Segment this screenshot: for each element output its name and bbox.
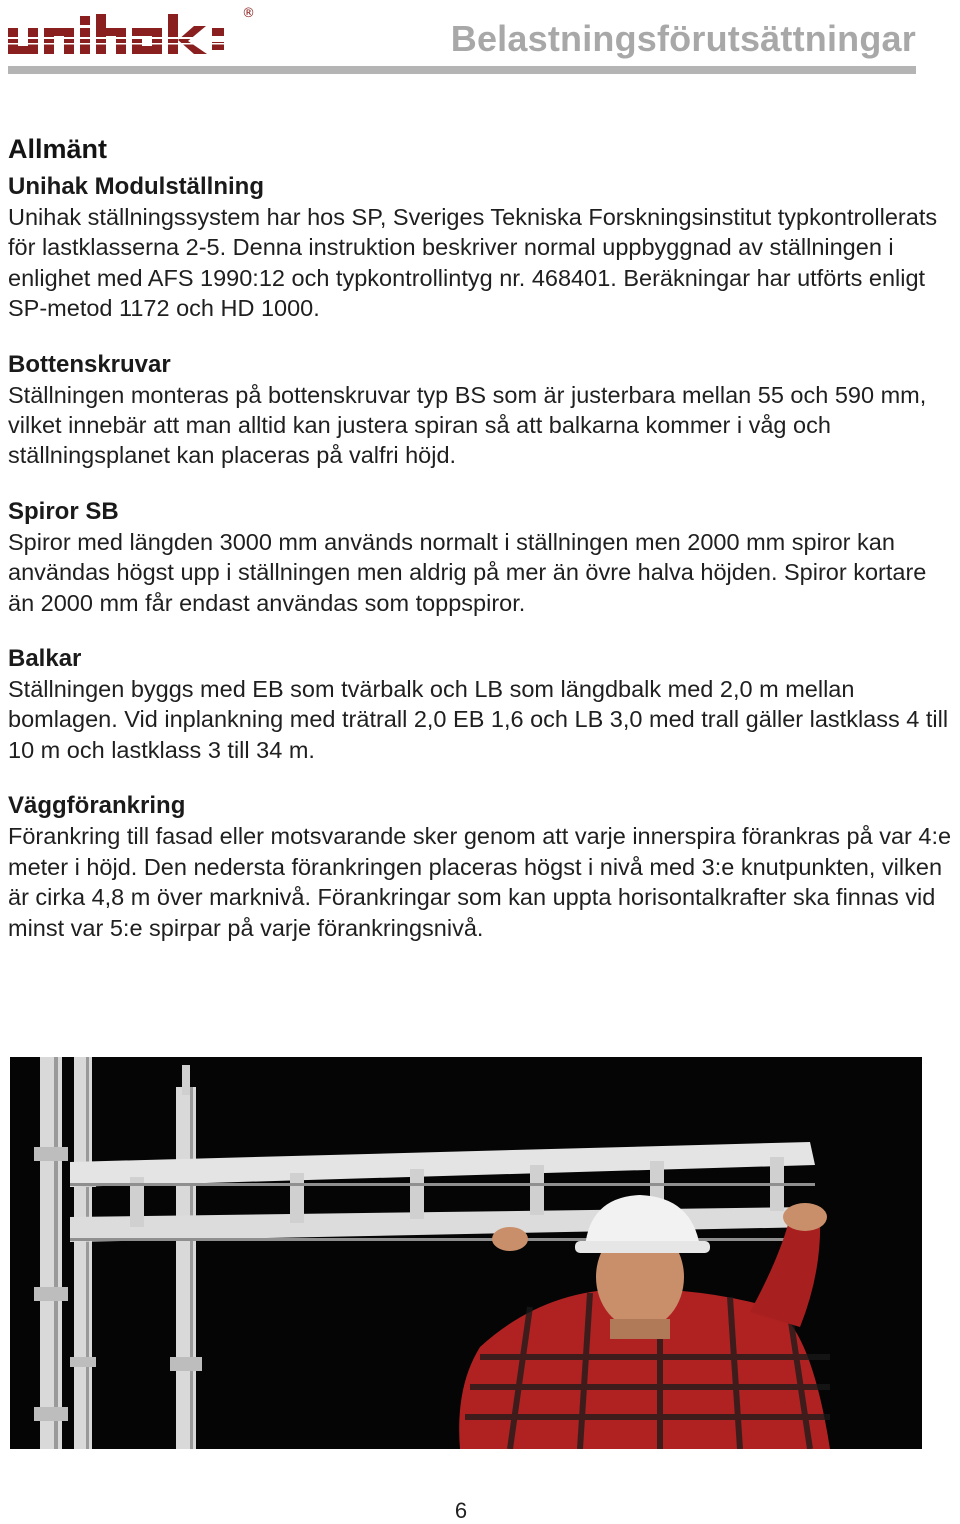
page-title: Belastningsförutsättningar bbox=[450, 18, 916, 59]
block-text: Ställningen byggs med EB som tvärbalk och LB som längdbalk med 2,0 m mellan bomlagen. Vid inplankning med trätrall 2,0 EB 1,6 och LB 3,0 med trall gäller lastklass 4 till 10 m och lastklass 3 till 34 m. bbox=[8, 676, 949, 763]
block-heading: Unihak Modulställning bbox=[8, 173, 264, 200]
photo-illustration bbox=[10, 1057, 922, 1449]
block-heading: Balkar bbox=[8, 645, 82, 673]
block-bottenskruvar bbox=[8, 350, 958, 471]
block-text: Spiror med längden 3000 mm används normalt i ställningen men 2000 mm spiror kan användas högst upp i ställningen men aldrig på mer än övre halva höjden. Spiror kortare än 2000 mm får endast användas som toppspiror. bbox=[8, 528, 927, 616]
block-modulstallning bbox=[8, 172, 958, 324]
block-heading: Väggförankring bbox=[8, 792, 186, 820]
block-balkar bbox=[8, 644, 958, 765]
block-heading: Bottenskruvar bbox=[8, 350, 171, 378]
unihak-logo bbox=[8, 10, 270, 60]
registered-mark: ® bbox=[242, 6, 255, 21]
page-header bbox=[0, 0, 960, 80]
block-text: Ställningen monteras på bottenskruvar typ BS som är justerbara mellan 55 och 590 mm, vilket innebär att man alltid kan justera spiran så att balkarna kommer i våg och ställningsplanet kan placeras på valfri höjd. bbox=[8, 381, 927, 469]
block-text: Unihak ställningssystem har hos SP, Sveriges Tekniska Forskningsinstitut typkontrollerats för lastklasserna 2-5. Denna instruktion beskriver normal uppbyggnad av ställningen i enlighet med AFS 1990:12 och typkontrollintyg nr. 468401. Beräkningar har utförts enligt SP-metod 1172 och HD 1000. bbox=[8, 204, 938, 322]
block-vaggforankring bbox=[8, 791, 958, 943]
block-text: Förankring till fasad eller motsvarande sker genom att varje innerspira förankras på var 4:e meter i höjd. Den nedersta förankringen placeras högst i nivå med 3:e knutpunkten, vilken är cirka 4,8 m över marknivå. Förankringar som kan uppta horisontalkrafter ska finnas vid minst var 5:e spirpar på varje förankringsnivå. bbox=[8, 823, 952, 941]
section-heading: Allmänt bbox=[8, 134, 108, 164]
page-number: 6 bbox=[454, 1498, 468, 1523]
header-divider bbox=[8, 66, 916, 74]
main-content bbox=[8, 130, 958, 969]
block-spiror bbox=[8, 497, 958, 618]
scaffold-worker-photo bbox=[10, 1057, 922, 1449]
block-heading: Spiror SB bbox=[8, 497, 119, 525]
